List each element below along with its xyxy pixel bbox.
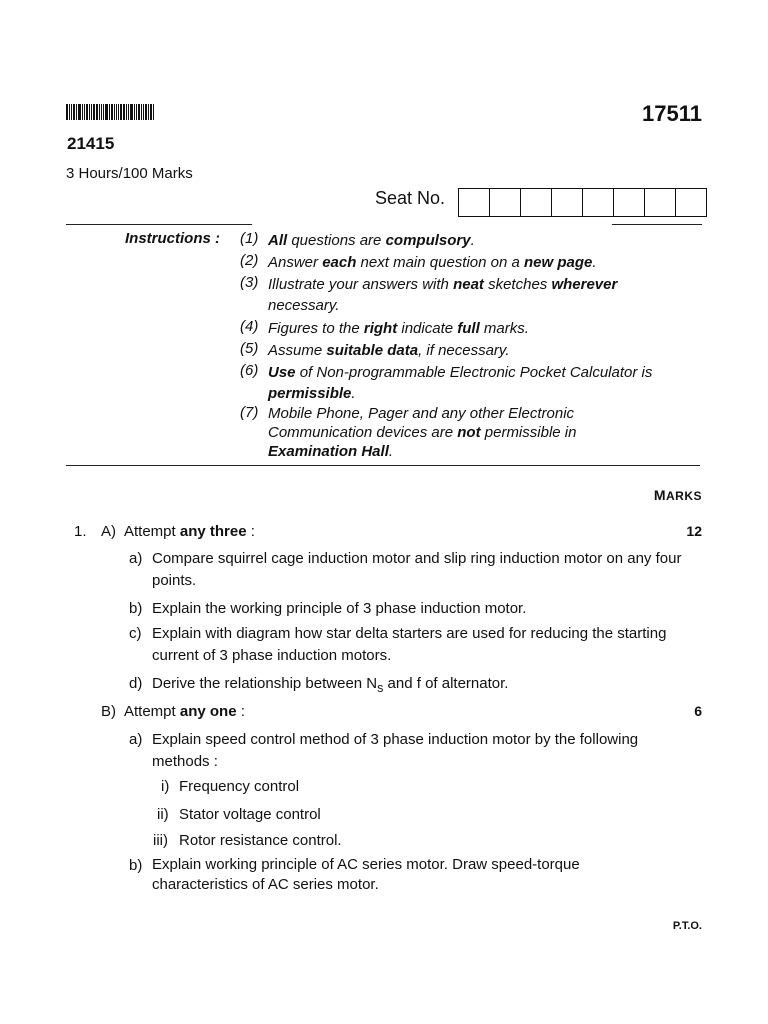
divider <box>66 465 700 466</box>
intro-text: Attempt <box>124 703 180 720</box>
question-item: Explain with diagram how star delta starters are used for reducing the starting current of 3 phase induction motors. <box>152 625 667 664</box>
barcode-bar <box>109 104 110 120</box>
paper-code: 21415 <box>67 134 115 153</box>
instruction-number: (7) <box>240 404 259 421</box>
barcode-bar <box>118 104 119 120</box>
barcode-bar <box>96 104 98 120</box>
barcode-bar <box>148 104 149 120</box>
seat-box[interactable] <box>645 189 676 216</box>
seat-box[interactable] <box>583 189 614 216</box>
barcode-bar <box>114 104 115 120</box>
sub-item: Frequency control <box>179 778 300 795</box>
instruction-text: Mobile Phone, Pager and any other Electronic Communication devices are not permissible in Examination Hall. <box>268 405 577 460</box>
part-b-marks: 6 <box>694 703 702 719</box>
sub-item-label: iii) <box>153 832 168 849</box>
barcode-bar <box>69 104 70 120</box>
barcode-bar <box>91 104 92 120</box>
barcode-bar <box>71 104 72 120</box>
barcode-bar <box>120 104 122 120</box>
barcode-bar <box>111 104 113 120</box>
barcode-bar <box>153 104 154 120</box>
instruction-number: (3) <box>240 274 259 291</box>
item-label: b) <box>129 857 143 874</box>
item-label: a) <box>129 550 143 567</box>
seat-box[interactable] <box>459 189 490 216</box>
barcode-bar <box>128 104 129 120</box>
intro-text: : <box>236 703 245 720</box>
item-label: b) <box>129 600 143 617</box>
marks-heading <box>654 487 702 503</box>
seat-number-boxes[interactable] <box>458 188 707 217</box>
sub-item-label: ii) <box>157 806 169 823</box>
instruction-number: (5) <box>240 340 259 357</box>
barcode-bar <box>134 104 135 120</box>
intro-text: : <box>246 523 255 540</box>
intro-emphasis: any one <box>179 703 237 720</box>
question-item <box>152 673 682 699</box>
question-item: Explain working principle of AC series motor. Draw speed-torque characteristics of AC series motor. <box>152 856 580 893</box>
sub-item: Rotor resistance control. <box>179 832 342 849</box>
divider <box>66 224 252 225</box>
part-a-marks: 12 <box>686 523 702 539</box>
barcode-bar <box>78 104 81 120</box>
barcode-bar <box>143 104 144 120</box>
barcode-bar <box>123 104 125 120</box>
sub-item-label: i) <box>161 778 170 795</box>
instruction-text: Illustrate your answers with neat sketches wherever necessary. <box>268 276 618 314</box>
barcode-bar <box>93 104 95 120</box>
barcode-bar <box>101 104 102 120</box>
part-a-intro <box>124 521 255 543</box>
intro-text: Attempt <box>124 523 180 540</box>
barcode-bar <box>103 104 104 120</box>
intro-emphasis: any three <box>179 523 247 540</box>
instruction-number: (2) <box>240 252 259 269</box>
barcode-bar <box>84 104 85 120</box>
divider <box>612 224 702 225</box>
instruction-text: Assume suitable data, if necessary. <box>268 342 510 359</box>
barcode-bar <box>145 104 147 120</box>
instruction-text: All questions are compulsory. <box>268 232 475 249</box>
page-turn-over: P.T.O. <box>672 920 702 932</box>
seat-box[interactable] <box>614 189 645 216</box>
barcode-bar <box>150 104 152 120</box>
paper-number: 17511 <box>642 101 702 126</box>
seat-box[interactable] <box>521 189 552 216</box>
barcode-bar <box>86 104 88 120</box>
barcode <box>66 104 169 120</box>
instruction-number: (6) <box>240 362 259 379</box>
barcode-bar <box>105 104 108 120</box>
marks-heading-initial: M <box>653 487 666 503</box>
barcode-bar <box>116 104 117 120</box>
question-item: Explain speed control method of 3 phase induction motor by the following methods : <box>152 731 639 770</box>
barcode-bar <box>82 104 83 120</box>
part-a-label: A) <box>101 523 116 540</box>
item-text: Derive the relationship between N <box>152 675 378 692</box>
barcode-bar <box>76 104 77 120</box>
instruction-text: Answer each next main question on a new page. <box>268 254 597 271</box>
barcode-bar <box>73 104 75 120</box>
duration-marks: 3 Hours/100 Marks <box>66 165 193 182</box>
barcode-bar <box>138 104 140 120</box>
instruction-number: (4) <box>240 318 259 335</box>
barcode-bar <box>130 104 133 120</box>
question-item: Explain the working principle of 3 phase induction motor. <box>152 600 527 617</box>
item-label: c) <box>129 625 142 642</box>
barcode-bar <box>89 104 90 120</box>
question-number: 1. <box>74 523 87 540</box>
instruction-text: Figures to the right indicate full marks. <box>268 320 529 337</box>
question-item: Compare squirrel cage induction motor and slip ring induction motor on any four points. <box>152 550 682 589</box>
barcode-bar <box>141 104 142 120</box>
instructions-label: Instructions : <box>125 230 221 247</box>
barcode-bar <box>66 104 68 120</box>
item-text: and f of alternator. <box>383 675 509 692</box>
seat-label: Seat No. <box>375 188 446 208</box>
seat-box[interactable] <box>676 189 706 216</box>
item-label: d) <box>129 675 143 692</box>
marks-heading-rest: ARKS <box>665 489 702 503</box>
instruction-number: (1) <box>240 230 259 247</box>
part-b-label: B) <box>101 703 116 720</box>
item-label: a) <box>129 731 143 748</box>
barcode-bar <box>99 104 100 120</box>
barcode-bar <box>136 104 137 120</box>
seat-box[interactable] <box>552 189 583 216</box>
seat-box[interactable] <box>490 189 521 216</box>
sub-item: Stator voltage control <box>179 806 321 823</box>
barcode-bar <box>126 104 127 120</box>
subscript: s <box>377 681 384 695</box>
part-b-intro <box>124 701 245 723</box>
instruction-text: Use of Non-programmable Electronic Pocket Calculator is permissible. <box>268 364 653 402</box>
